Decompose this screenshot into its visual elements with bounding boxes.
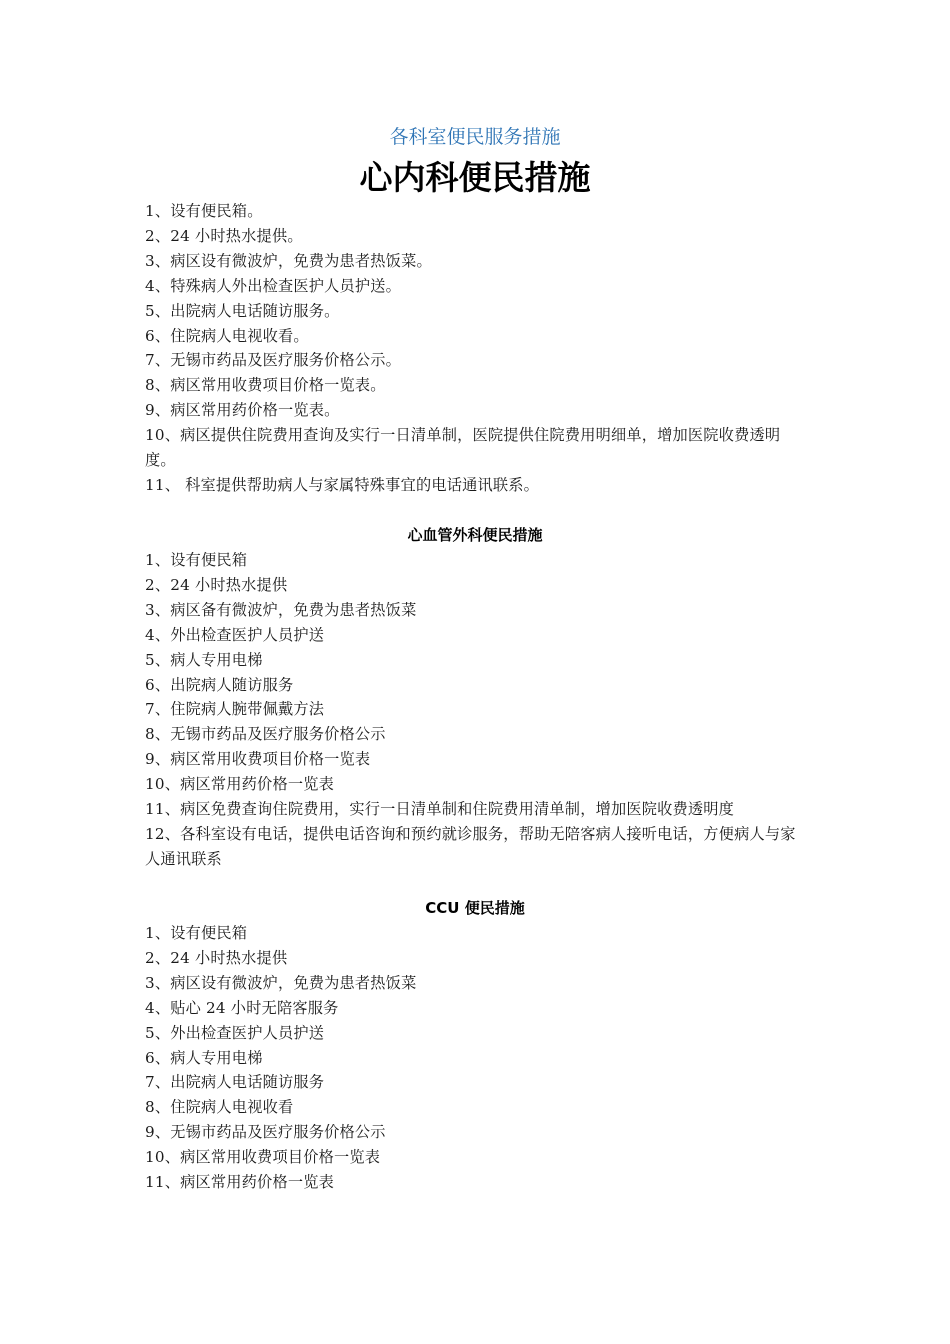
list-item: 4、外出检查医护人员护送	[145, 625, 325, 644]
list-item: 3、病区设有微波炉，免费为患者热饭菜	[145, 973, 417, 992]
list-item: 8、病区常用收费项目价格一览表。	[145, 376, 386, 395]
section-cardiology	[145, 199, 810, 498]
item-list	[145, 921, 810, 1195]
list-item: 5、出院病人电话随访服务。	[145, 301, 340, 320]
list-item: 2、24 小时热水提供	[145, 948, 288, 967]
list-item: 7、无锡市药品及医疗服务价格公示。	[145, 351, 402, 370]
list-item: 2、24 小时热水提供	[145, 575, 288, 594]
list-item: 1、设有便民箱	[145, 924, 248, 942]
list-item: 10、病区常用收费项目价格一览表	[145, 1148, 381, 1167]
item-list	[145, 548, 810, 872]
list-item: 1、设有便民箱	[145, 551, 248, 569]
list-item: 4、特殊病人外出检查医护人员护送。	[145, 276, 402, 295]
list-item: 9、无锡市药品及医疗服务价格公示	[145, 1123, 386, 1142]
list-item: 3、病区设有微波炉，免费为患者热饭菜。	[145, 251, 432, 270]
list-item: 6、病人专用电梯	[145, 1048, 263, 1067]
section-cardiac-surgery	[145, 522, 810, 872]
list-item: 6、出院病人随访服务	[145, 675, 294, 694]
list-item: 8、住院病人电视收看	[145, 1098, 294, 1117]
main-title: 心内科便民措施	[359, 158, 591, 197]
list-item: 2、24 小时热水提供。	[145, 226, 303, 245]
list-item: 5、外出检查医护人员护送	[145, 1023, 325, 1042]
list-item: 7、住院病人腕带佩戴方法	[145, 700, 325, 719]
list-item: 8、无锡市药品及医疗服务价格公示	[145, 725, 386, 744]
list-item: 10、病区提供住院费用查询及实行一日清单制，医院提供住院费用明细单，增加医院收费透明度。	[145, 426, 781, 470]
document-title: 各科室便民服务措施	[389, 126, 561, 148]
list-item: 7、出院病人电话随访服务	[145, 1073, 325, 1092]
list-item: 11、病区免费查询住院费用，实行一日清单制和住院费用清单制，增加医院收费透明度	[145, 800, 735, 819]
item-list	[145, 199, 810, 498]
list-item: 9、病区常用收费项目价格一览表	[145, 750, 371, 769]
list-item: 11、病区常用药价格一览表	[145, 1173, 334, 1192]
list-item: 9、病区常用药价格一览表。	[145, 401, 340, 420]
list-item: 1、设有便民箱。	[145, 202, 263, 220]
list-item: 4、贴心 24 小时无陪客服务	[145, 998, 339, 1017]
list-item: 12、各科室设有电话，提供电话咨询和预约就诊服务，帮助无陪客病人接听电话，方便病人与家人通讯联系	[145, 824, 796, 868]
section-heading: 心血管外科便民措施	[407, 526, 543, 544]
list-item: 6、住院病人电视收看。	[145, 326, 309, 345]
list-item: 10、病区常用药价格一览表	[145, 775, 334, 794]
section-ccu	[145, 895, 810, 1195]
list-item: 11、 科室提供帮助病人与家属特殊事宜的电话通讯联系。	[145, 475, 540, 494]
list-item: 3、病区备有微波炉，免费为患者热饭菜	[145, 600, 417, 619]
list-item: 5、病人专用电梯	[145, 650, 263, 669]
section-heading: CCU 便民措施	[425, 899, 525, 917]
